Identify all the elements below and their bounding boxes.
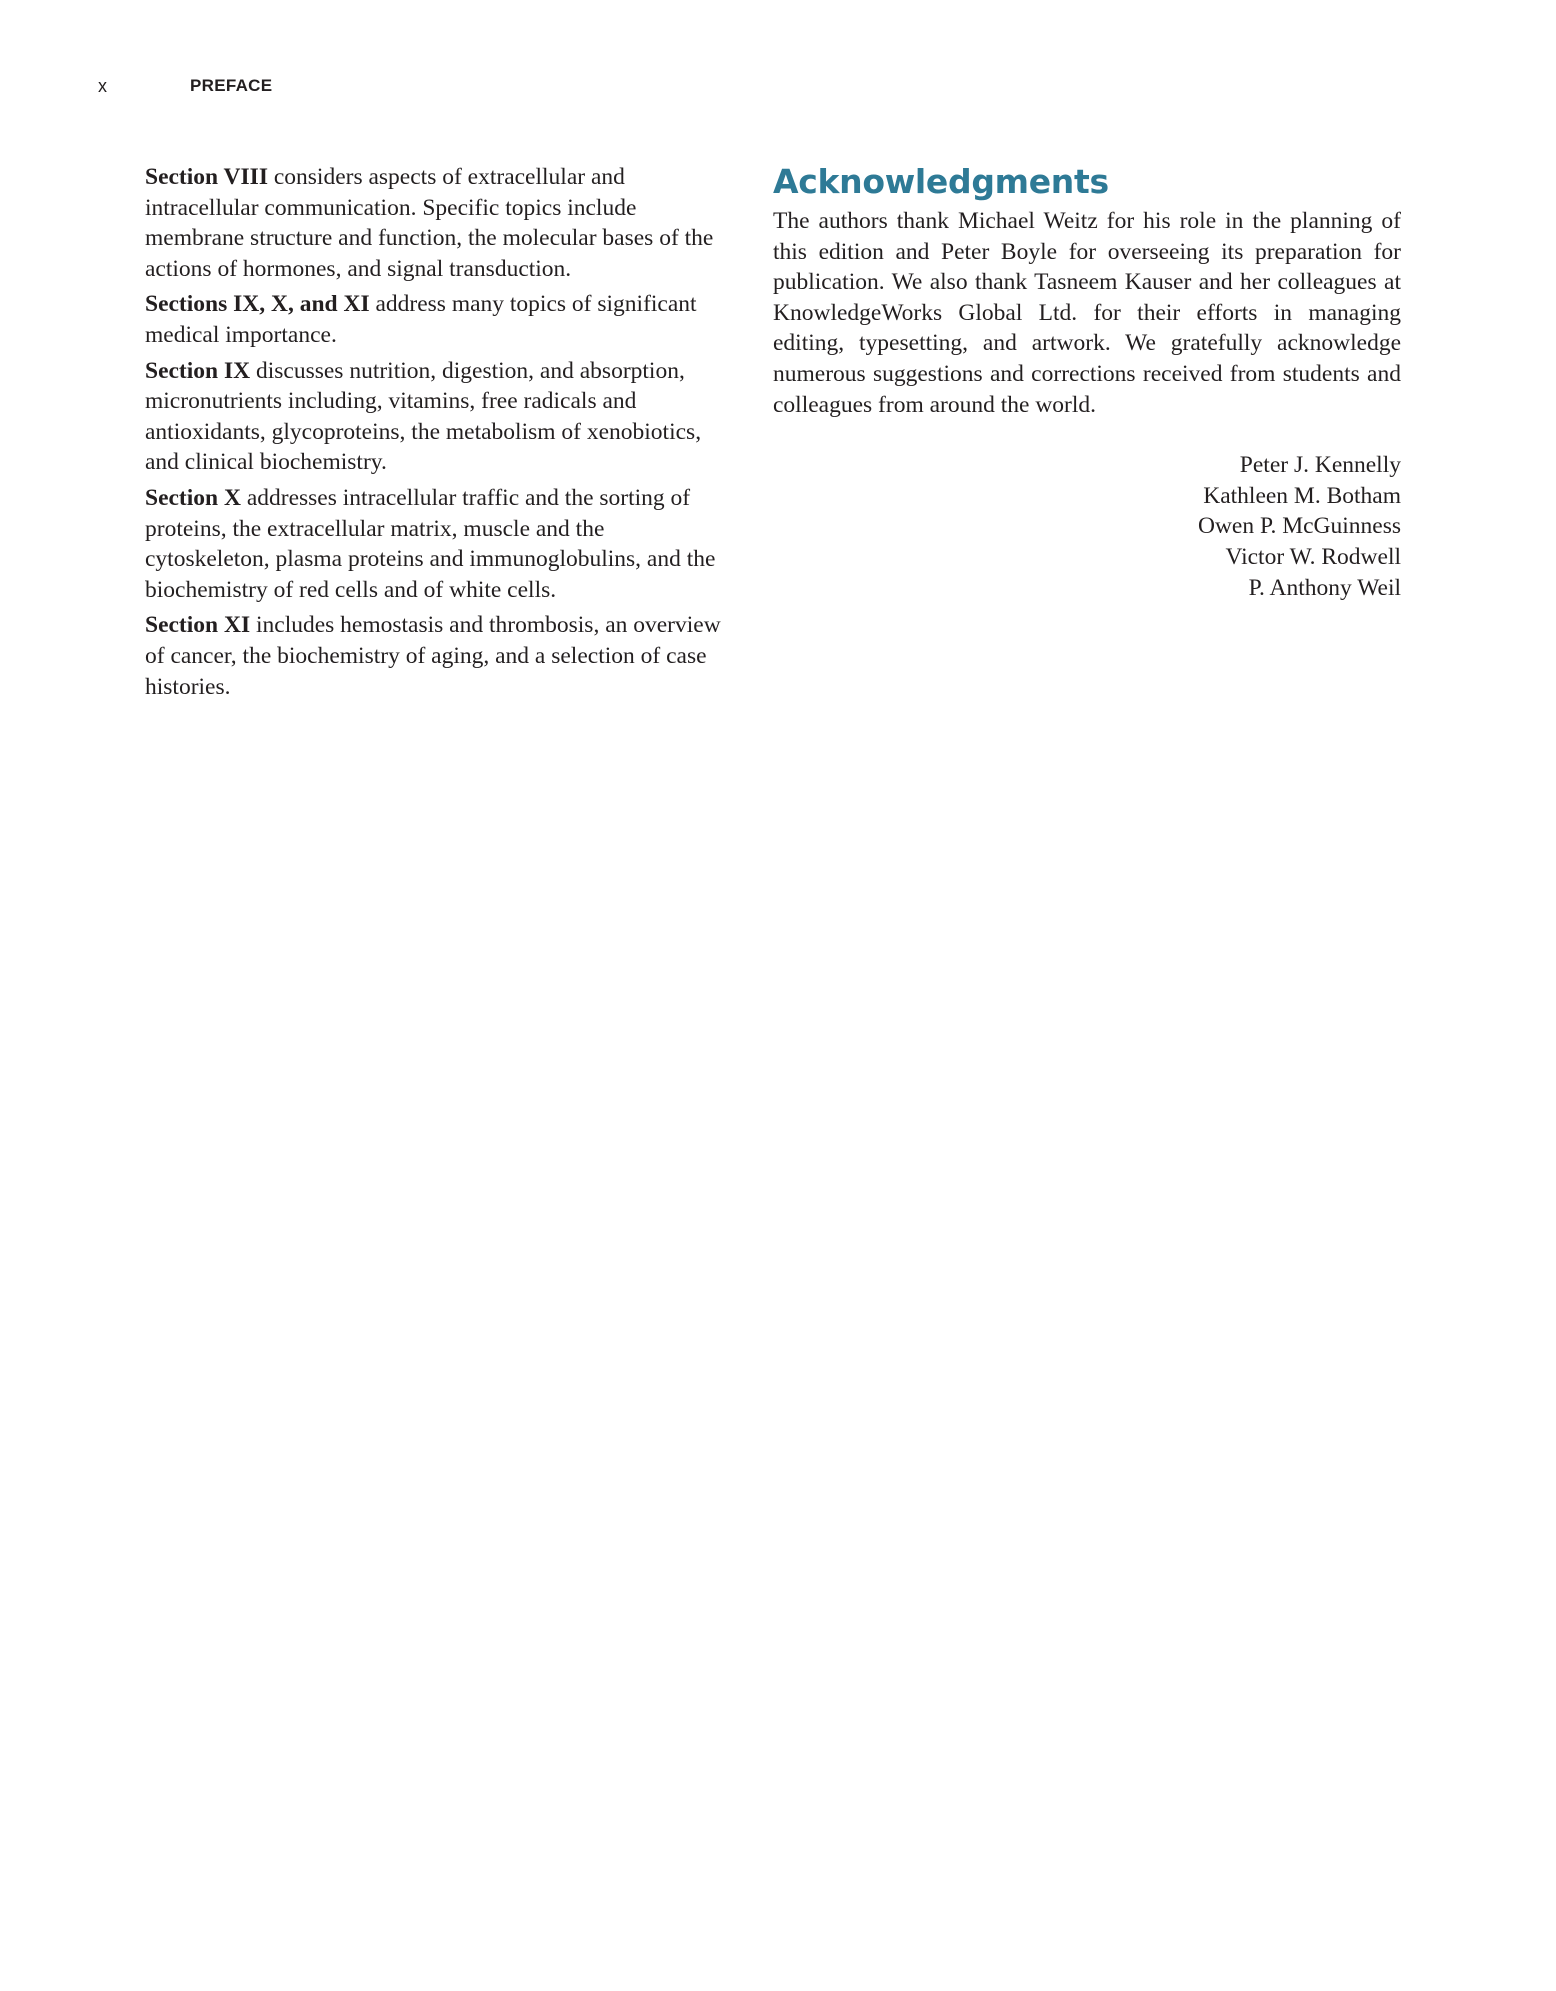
section-paragraph bbox=[145, 483, 730, 605]
section-lead: Sections IX, X, and XI bbox=[145, 291, 370, 318]
page-number: x bbox=[98, 76, 107, 96]
section-text: addresses intracellular traffic and the sorting of proteins, the extracellular matrix, muscle and the cytoskeleton, plasma proteins and immunoglobulins, and the biochemistry of red cells and of white cells. bbox=[145, 484, 716, 603]
left-column bbox=[145, 162, 730, 707]
acknowledgments-body: The authors thank Michael Weitz for his role in the planning of this edition and Peter Boyle for overseeing its preparation for publication. We also thank Tasneem Kauser and her colleagues at KnowledgeWorks Global Ltd. for their efforts in managing editing, typesetting, and artwork. We gratefully acknowledge numerous suggestions and corrections received from students and colleagues from around the world. bbox=[773, 208, 1401, 418]
section-lead: Section IX bbox=[145, 357, 251, 384]
section-paragraph bbox=[145, 289, 730, 350]
section-text: address many topics of significant medical importance. bbox=[145, 291, 697, 348]
running-title: PREFACE bbox=[190, 76, 273, 95]
section-text: considers aspects of extracellular and intracellular communication. Specific topics include membrane structure and function, the molecular bases of the actions of hormones, and signal transduction. bbox=[145, 164, 714, 282]
section-lead: Section VIII bbox=[145, 164, 268, 190]
section-paragraph bbox=[145, 610, 730, 702]
right-column bbox=[773, 160, 1401, 603]
author-signatures bbox=[773, 450, 1401, 603]
author-name: Victor W. Rodwell bbox=[1225, 543, 1401, 570]
author-name: Peter J. Kennelly bbox=[1239, 452, 1401, 479]
author-name: Kathleen M. Botham bbox=[1203, 482, 1401, 509]
section-text: discusses nutrition, digestion, and absorption, micronutrients including, vitamins, free radicals and antioxidants, glycoproteins, the metabolism of xenobiotics, and clinical biochemistry. bbox=[145, 357, 702, 476]
section-text: includes hemostasis and thrombosis, an overview of cancer, the biochemistry of aging, and a selection of case histories. bbox=[145, 612, 721, 700]
section-lead: Section X bbox=[145, 484, 241, 511]
section-paragraph bbox=[145, 356, 730, 478]
section-paragraph bbox=[145, 162, 730, 284]
section-lead: Section XI bbox=[145, 612, 251, 639]
author-name: P. Anthony Weil bbox=[1248, 574, 1401, 601]
author-name: Owen P. McGuinness bbox=[1197, 513, 1401, 540]
acknowledgments-heading: Acknowledgments bbox=[773, 162, 1109, 201]
